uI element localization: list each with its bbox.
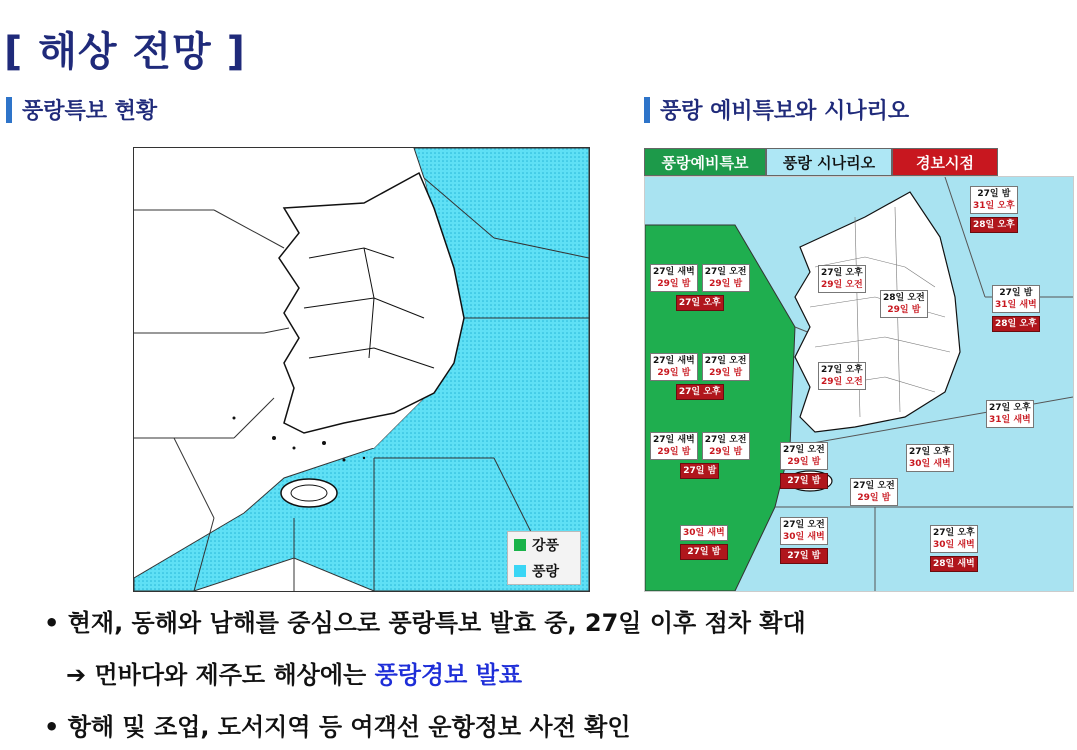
heading-bar-icon (644, 97, 650, 123)
left-heading-text: 풍랑특보 현황 (22, 99, 158, 124)
callout-jeju-east: 27일 오전 29일 밤 (850, 478, 898, 506)
gale-swatch-icon (514, 539, 526, 551)
green-callout-2: 27일 새벽 29일 밤 27일 오전 29일 밤 27일 오후 (650, 353, 750, 400)
legend-label: 풍랑 (532, 564, 560, 580)
callout-inland: 28일 오전 29일 밤 (880, 290, 928, 318)
callout-south-mid: 27일 오후 30일 새벽 (906, 444, 954, 472)
tab-preliminary-warning: 풍랑예비특보 (644, 148, 766, 176)
callout-east-north: 27일 밤 31일 오후 28일 오후 (970, 186, 1018, 233)
callout-west-coast-1: 27일 오후 29일 오전 (818, 265, 866, 293)
green-callout-3: 27일 새벽 29일 밤 27일 오전 29일 밤 27일 밤 (650, 432, 750, 479)
heading-bar-icon (6, 97, 12, 123)
tab-warning-time: 경보시점 (892, 148, 998, 176)
tab-wave-scenario: 풍랑 시나리오 (766, 148, 892, 176)
callout-southwest-far: 30일 새벽 27일 밤 (680, 525, 728, 560)
warning-map-svg (134, 148, 589, 591)
callout-east-mid: 27일 밤 31일 새벽 28일 오후 (992, 285, 1040, 332)
warning-status-map (133, 147, 590, 592)
legend-item-gale (508, 532, 580, 558)
callout-east-south: 27일 오후 31일 새벽 (986, 400, 1034, 428)
page-title: [ 해상 전망 ] (4, 29, 246, 75)
wave-swatch-icon (514, 565, 526, 577)
callout-southwest: 27일 오전 29일 밤 27일 밤 (780, 442, 828, 489)
callout-south-east: 27일 오후 30일 새벽 28일 새벽 (930, 525, 978, 572)
map-legend (507, 531, 581, 585)
bullet-detail-text: ➔ 먼바다와 제주도 해상에는 (66, 661, 375, 689)
left-section-heading (6, 94, 157, 125)
callout-west-coast-2: 27일 오후 29일 오전 (818, 362, 866, 390)
warning-highlight: 풍랑경보 발표 (374, 661, 523, 689)
bullet-current-status: • 현재, 동해와 남해를 중심으로 풍랑특보 발효 중, 27일 이후 점차 확대 (44, 609, 806, 637)
legend-label: 강풍 (532, 538, 560, 554)
green-callout-1: 27일 새벽 29일 밤 27일 오전 29일 밤 27일 오후 (650, 264, 750, 311)
forecast-tabs (644, 148, 998, 176)
right-heading-text: 풍랑 예비특보와 시나리오 (660, 99, 910, 124)
callout-jeju-south: 27일 오전 30일 새벽 27일 밤 (780, 517, 828, 564)
bullet-advisory: • 항해 및 조업, 도서지역 등 여객선 운항정보 사전 확인 (44, 713, 631, 741)
legend-item-wave (508, 558, 580, 584)
right-section-heading (644, 94, 909, 125)
bullet-detail (66, 655, 522, 690)
